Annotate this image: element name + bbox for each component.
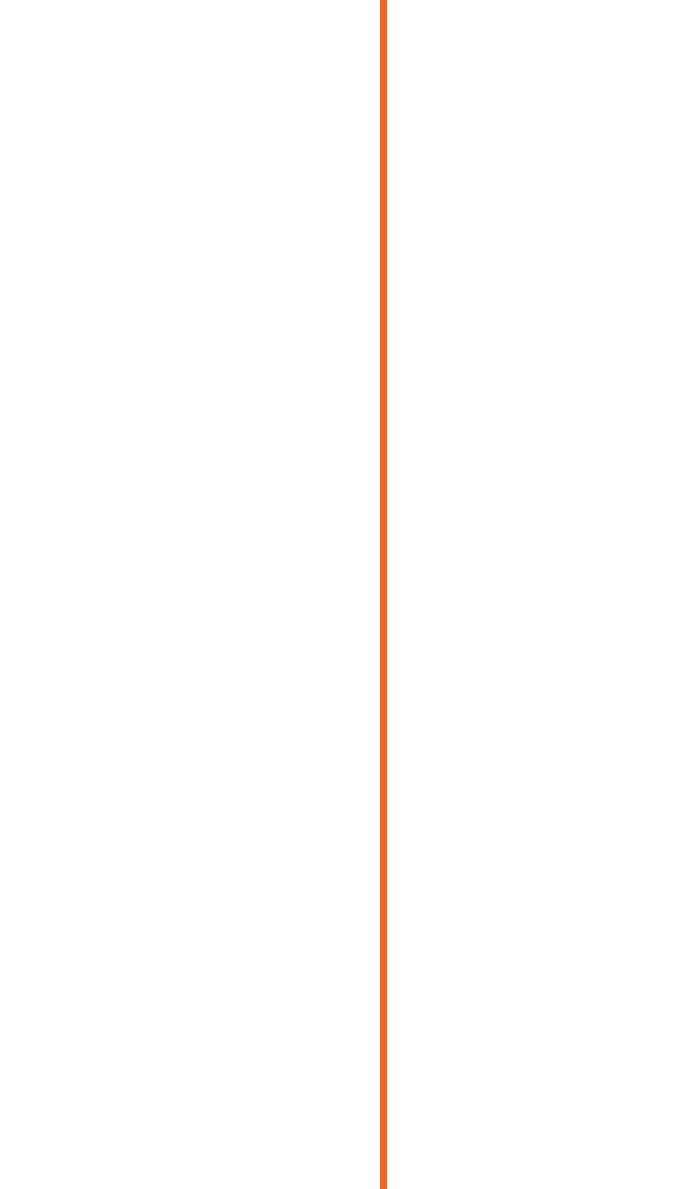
column-divider (380, 0, 387, 1189)
